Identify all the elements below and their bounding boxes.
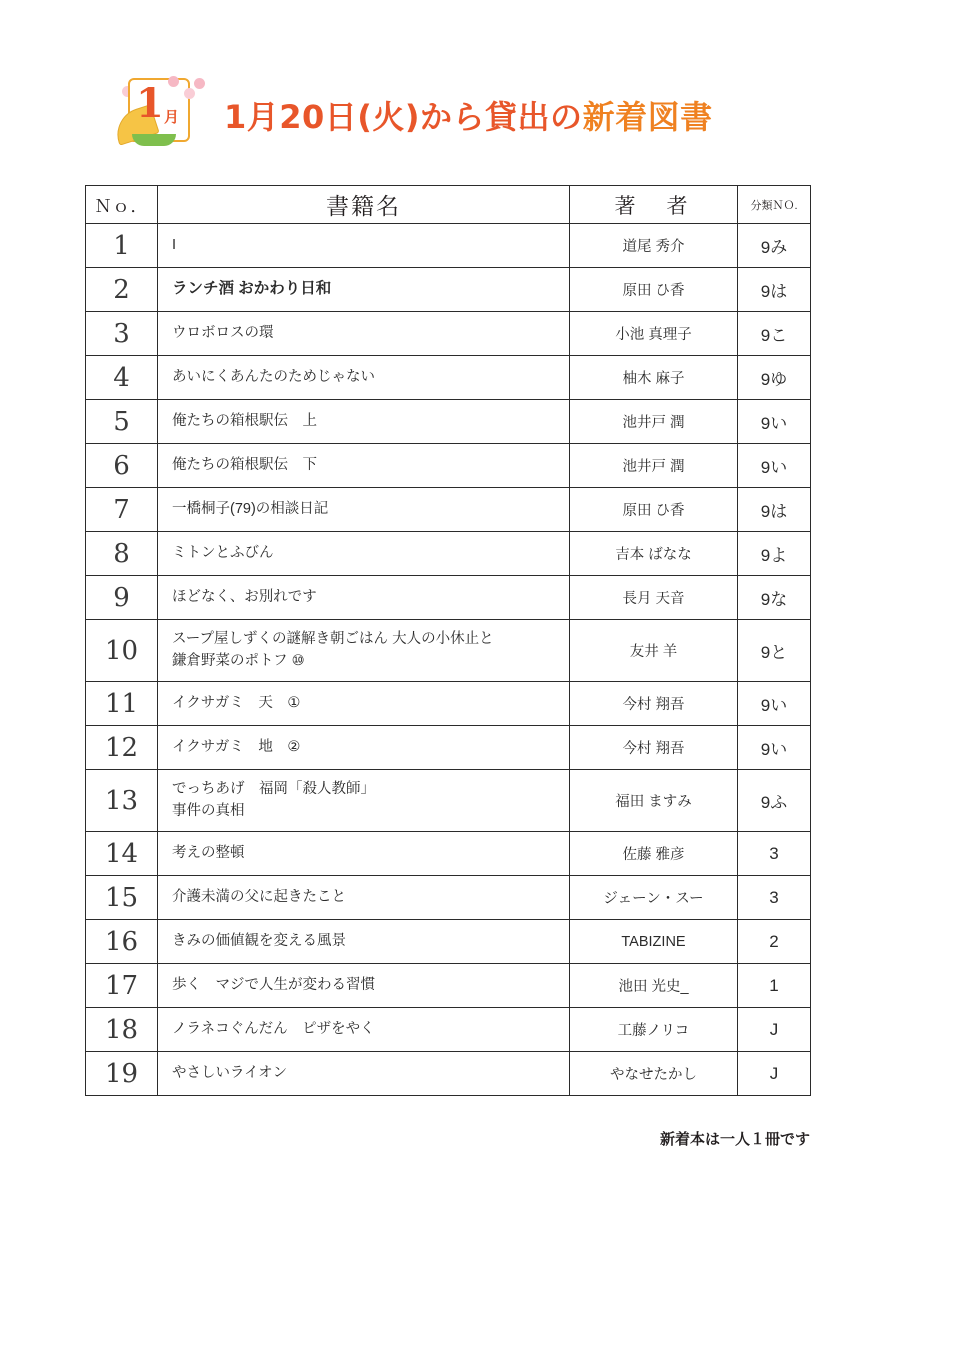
table-row: [86, 1052, 811, 1096]
cell-class-no: 9い: [738, 444, 811, 488]
table-row: [86, 682, 811, 726]
table-row: [86, 1008, 811, 1052]
table-row: [86, 726, 811, 770]
cell-author: 池田 光史_: [570, 964, 738, 1008]
cell-no: 18: [86, 1008, 158, 1052]
cell-author: 今村 翔吾: [570, 682, 738, 726]
cell-no: 2: [86, 268, 158, 312]
page-title-date: 1月20日(火)から貸出の: [224, 98, 583, 136]
new-arrivals-table: [85, 185, 811, 1096]
title-line-1: 俺たちの箱根駅伝 下: [172, 456, 317, 473]
cell-title: [158, 576, 570, 620]
table-row: [86, 356, 811, 400]
cell-author: 工藤ノリコ: [570, 1008, 738, 1052]
cell-author: 原田 ひ香: [570, 268, 738, 312]
title-line-1: きみの価値観を変える風景: [172, 932, 346, 949]
table-body: [86, 224, 811, 1096]
page-title: [224, 92, 713, 138]
column-header-no: Ｎｏ．: [86, 186, 158, 224]
title-line-1: あいにくあんたのためじゃない: [172, 368, 375, 385]
table-row: [86, 576, 811, 620]
cell-title: [158, 920, 570, 964]
january-logo-icon: [108, 76, 214, 154]
table-row: [86, 832, 811, 876]
cell-no: 17: [86, 964, 158, 1008]
title-line-1: イクサガミ 天 ①: [172, 694, 301, 711]
cell-class-no: 9み: [738, 224, 811, 268]
leaf-icon: [132, 134, 176, 146]
blossom-icon: [184, 88, 195, 99]
cell-class-no: 9は: [738, 488, 811, 532]
cell-author: 友井 羊: [570, 620, 738, 682]
cell-no: 1: [86, 224, 158, 268]
cell-no: 19: [86, 1052, 158, 1096]
cell-author: 小池 真理子: [570, 312, 738, 356]
cell-no: 7: [86, 488, 158, 532]
cell-class-no: 9い: [738, 682, 811, 726]
table-row: [86, 964, 811, 1008]
cell-class-no: 3: [738, 832, 811, 876]
title-line-1: 一橋桐子(79)の相談日記: [172, 500, 329, 517]
cell-author: ジェーン・スー: [570, 876, 738, 920]
title-line-1: I: [172, 236, 177, 253]
title-line-1: 介護未満の父に起きたこと: [172, 888, 346, 905]
table-row: [86, 920, 811, 964]
page-header: [108, 74, 868, 156]
title-line-1: イクサガミ 地 ②: [172, 738, 301, 755]
table-row: [86, 400, 811, 444]
cell-author: やなせたかし: [570, 1052, 738, 1096]
page-title-subject: 新着図書: [582, 98, 713, 136]
cell-no: 6: [86, 444, 158, 488]
column-header-author: 著 者: [570, 186, 738, 224]
column-header-class: 分類ＮＯ.: [738, 186, 811, 224]
cell-title: [158, 268, 570, 312]
cell-author: 福田 ますみ: [570, 770, 738, 832]
title-line-1: ウロボロスの環: [172, 324, 274, 341]
cell-title: [158, 1052, 570, 1096]
cell-author: 長月 天音: [570, 576, 738, 620]
cell-class-no: J: [738, 1008, 811, 1052]
cell-class-no: 9と: [738, 620, 811, 682]
cell-author: 池井戸 潤: [570, 444, 738, 488]
cell-no: 11: [86, 682, 158, 726]
cell-class-no: 9ふ: [738, 770, 811, 832]
cell-title: [158, 532, 570, 576]
cell-no: 9: [86, 576, 158, 620]
logo-month-label: 月: [164, 109, 180, 126]
cell-class-no: 9こ: [738, 312, 811, 356]
cell-title: [158, 770, 570, 832]
cell-title: [158, 620, 570, 682]
cell-no: 14: [86, 832, 158, 876]
cell-no: 15: [86, 876, 158, 920]
cell-title: [158, 682, 570, 726]
cell-author: TABIZINE: [570, 920, 738, 964]
table-header-row: [86, 186, 811, 224]
cell-title: [158, 312, 570, 356]
table-row: [86, 532, 811, 576]
title-line-1: 歩く マジで人生が変わる習慣: [172, 976, 375, 993]
blossom-icon: [168, 76, 179, 87]
title-line-1: でっちあげ 福岡「殺人教師」: [172, 781, 375, 798]
title-line-2: 鎌倉野菜のポトフ ⑩: [172, 652, 305, 669]
table-row: [86, 620, 811, 682]
cell-title: [158, 356, 570, 400]
cell-author: 吉本 ばなな: [570, 532, 738, 576]
cell-no: 13: [86, 770, 158, 832]
title-line-1: ノラネコぐんだん ピザをやく: [172, 1020, 375, 1037]
cell-title: [158, 400, 570, 444]
cell-author: 佐藤 雅彦: [570, 832, 738, 876]
cell-author: 原田 ひ香: [570, 488, 738, 532]
cell-no: 12: [86, 726, 158, 770]
title-line-2: 事件の真相: [172, 802, 245, 819]
cell-class-no: J: [738, 1052, 811, 1096]
cell-class-no: 2: [738, 920, 811, 964]
cell-title: [158, 964, 570, 1008]
title-line-1: ほどなく、お別れです: [172, 588, 317, 605]
column-header-title: 書籍名: [158, 186, 570, 224]
table-row: [86, 444, 811, 488]
blossom-icon: [194, 78, 205, 89]
cell-no: 16: [86, 920, 158, 964]
cell-class-no: 9は: [738, 268, 811, 312]
cell-author: 池井戸 潤: [570, 400, 738, 444]
title-line-1: やさしいライオン: [172, 1064, 288, 1081]
title-line-1: 考えの整頓: [172, 844, 245, 861]
table-row: [86, 224, 811, 268]
cell-class-no: 9い: [738, 400, 811, 444]
table-row: [86, 488, 811, 532]
cell-author: 柚木 麻子: [570, 356, 738, 400]
table-row: [86, 268, 811, 312]
table-row: [86, 312, 811, 356]
table-row: [86, 876, 811, 920]
cell-title: [158, 1008, 570, 1052]
cell-class-no: 9よ: [738, 532, 811, 576]
cell-title: [158, 444, 570, 488]
footnote: 新着本は一人１冊です: [659, 1131, 810, 1148]
cell-no: 8: [86, 532, 158, 576]
cell-no: 3: [86, 312, 158, 356]
cell-title: [158, 832, 570, 876]
table-header: [86, 186, 811, 224]
cell-author: 今村 翔吾: [570, 726, 738, 770]
cell-author: 道尾 秀介: [570, 224, 738, 268]
cell-no: 5: [86, 400, 158, 444]
cell-class-no: 1: [738, 964, 811, 1008]
title-line-1: 俺たちの箱根駅伝 上: [172, 412, 317, 429]
cell-no: 10: [86, 620, 158, 682]
title-line-1: ランチ酒 おかわり日和: [172, 280, 332, 298]
title-line-1: ミトンとふびん: [172, 544, 274, 561]
table-row: [86, 770, 811, 832]
cell-class-no: 9い: [738, 726, 811, 770]
cell-class-no: 3: [738, 876, 811, 920]
cell-title: [158, 726, 570, 770]
cell-title: [158, 224, 570, 268]
cell-class-no: 9ゆ: [738, 356, 811, 400]
logo-month-number: 1: [136, 80, 164, 127]
title-line-1: スープ屋しずくの謎解き朝ごはん 大人の小休止と: [172, 631, 494, 648]
cell-title: [158, 488, 570, 532]
cell-class-no: 9な: [738, 576, 811, 620]
cell-title: [158, 876, 570, 920]
cell-no: 4: [86, 356, 158, 400]
